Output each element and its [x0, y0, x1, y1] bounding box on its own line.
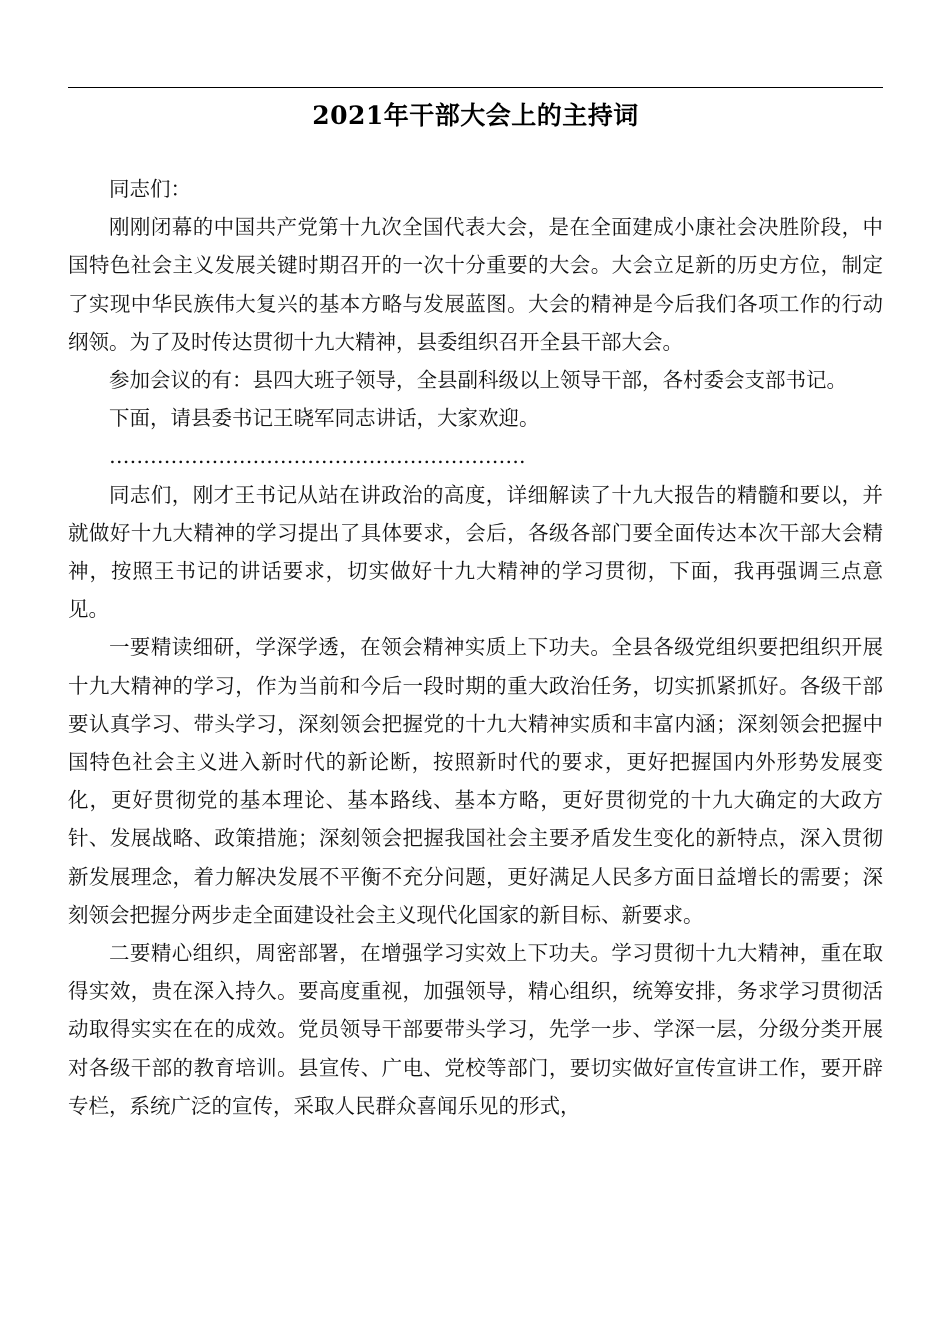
paragraph-attendees: 参加会议的有：县四大班子领导，全县副科级以上领导干部，各村委会支部书记。: [109, 368, 847, 393]
paragraph-point-two: 二要精心组织，周密部署，在增强学习实效上下功夫。学习贯彻十九大精神，重在取得实效，贵在深入持久。要高度重视，加强领导，精心组织，统筹安排，务求学习贯彻活动取得实实在在的成效。党员领导干部要带头学习，先学一步、学深一层，分级分类开展对各级干部的教育培训。县宣传、广电、党校等部门，要切实做好宣传宣讲工作，要开辟专栏，系统广泛的宣传，采取人民群众喜闻乐见的形式，: [68, 941, 883, 1118]
document-title: 2021年干部大会上的主持词: [312, 101, 639, 130]
paragraph-summary: 同志们，刚才王书记从站在讲政治的高度，详细解读了十九大报告的精髓和要以，并就做好十九大精神的学习提出了具体要求，会后，各级各部门要全面传达本次干部大会精神，按照王书记的讲话要求，切实做好十九大精神的学习贯彻，下面，我再强调三点意见。: [68, 482, 883, 622]
header-rule: [68, 87, 883, 88]
ellipsis-separator: …………………………………………………….: [109, 444, 526, 469]
paragraph-welcome: 下面，请县委书记王晓军同志讲话，大家欢迎。: [109, 406, 540, 431]
paragraph-point-one: 一要精读细研，学深学透，在领会精神实质上下功夫。全县各级党组织要把组织开展十九大精神的学习，作为当前和今后一段时期的重大政治任务，切实抓紧抓好。各级干部要认真学习、带头学习，深刻领会把握党的十九大精神实质和丰富内涵；深刻领会把握中国特色社会主义进入新时代的新论断，按照新时代的要求，更好把握国内外形势发展变化，更好贯彻党的基本理论、基本路线、基本方略，更好贯彻党的十九大确定的大政方针、发展战略、政策措施；深刻领会把握我国社会主要矛盾发生变化的新特点，深入贯彻新发展理念，着力解决发展不平衡不充分问题，更好满足人民多方面日益增长的需要；深刻领会把握分两步走全面建设社会主义现代化国家的新目标、新要求。: [68, 635, 883, 927]
paragraph-intro: 刚刚闭幕的中国共产党第十九次全国代表大会，是在全面建成小康社会决胜阶段，中国特色社会主义发展关键时期召开的一次十分重要的大会。大会立足新的历史方位，制定了实现中华民族伟大复兴的基本方略与发展蓝图。大会的精神是今后我们各项工作的行动纲领。为了及时传达贯彻十九大精神，县委组织召开全县干部大会。: [68, 215, 883, 354]
paragraph-salutation: 同志们：: [109, 177, 191, 201]
document-body: [68, 170, 883, 1125]
